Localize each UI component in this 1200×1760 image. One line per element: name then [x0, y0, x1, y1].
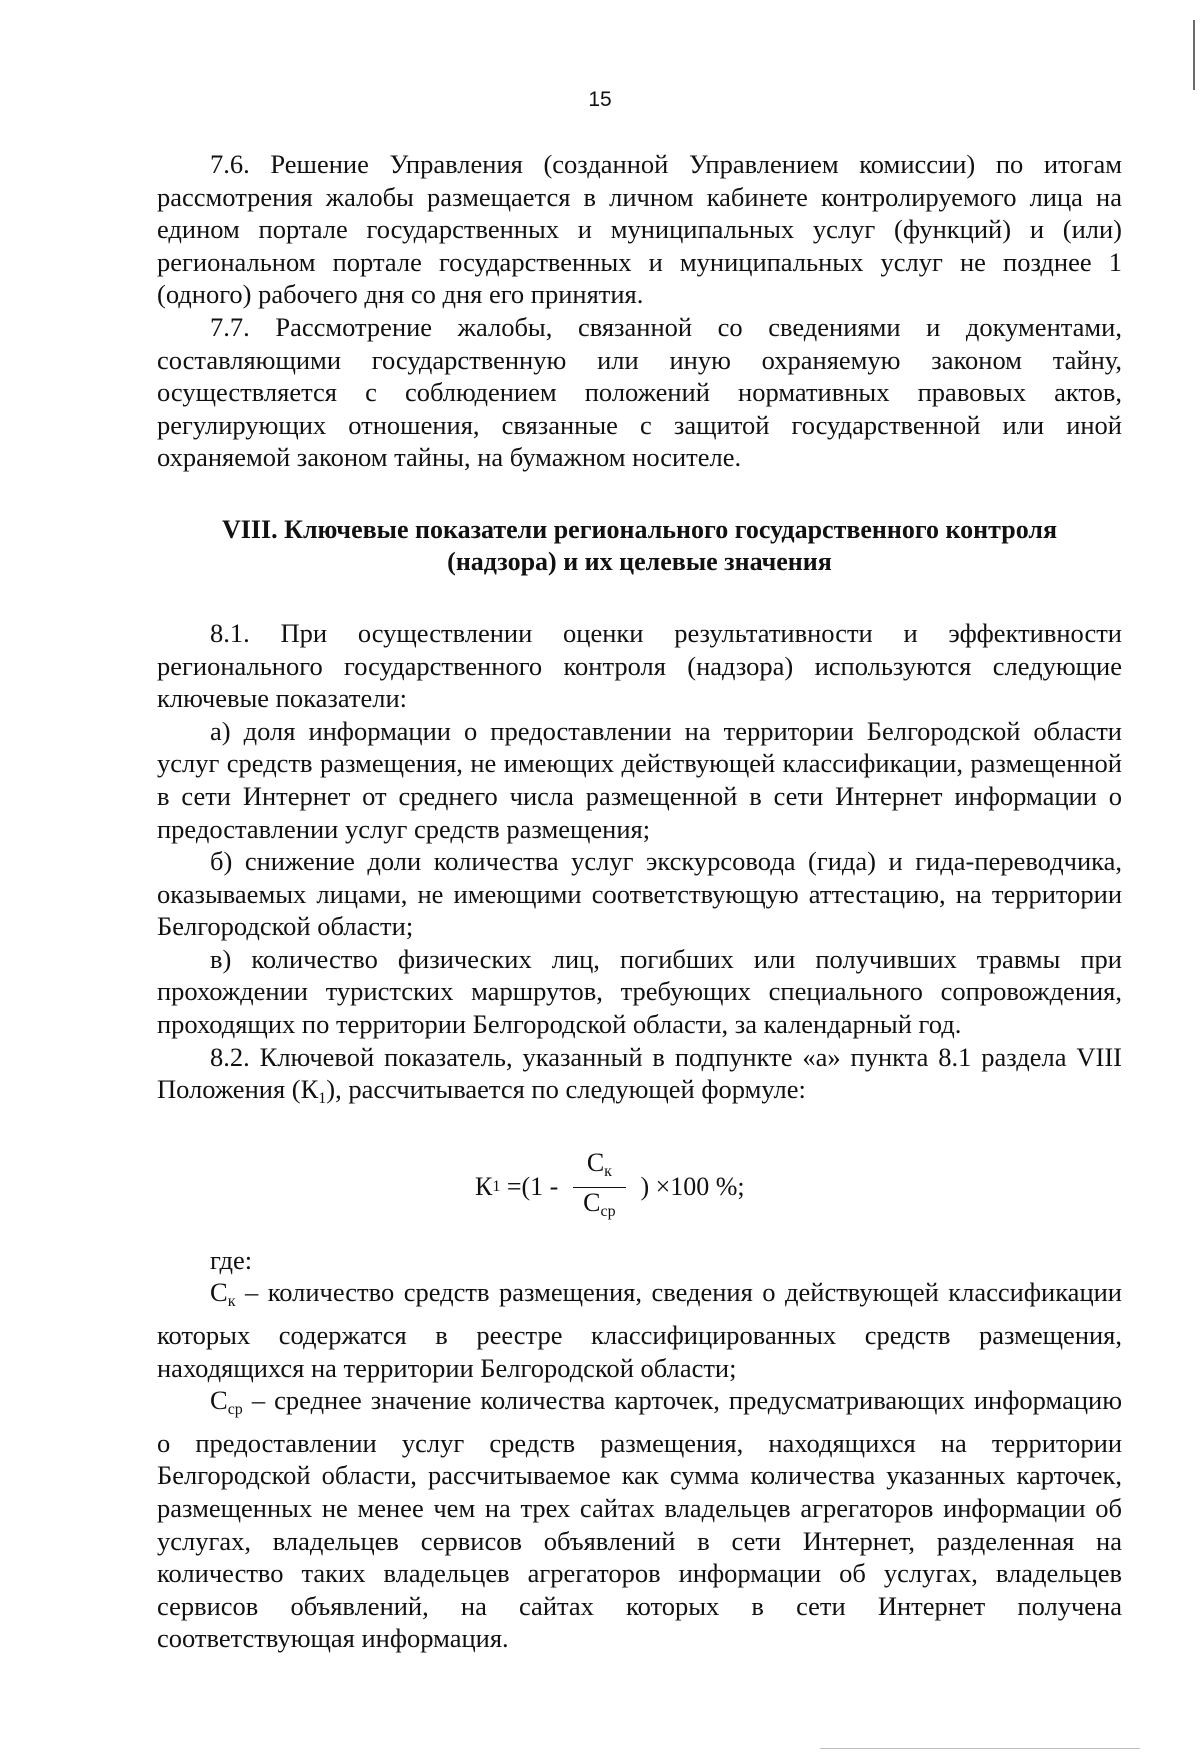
document-body [157, 148, 1122, 1655]
definition-ck [157, 1276, 1122, 1384]
numerator-sub: к [604, 1162, 612, 1180]
fraction-denominator [583, 1188, 615, 1225]
definition-ccp [157, 1384, 1122, 1655]
section-heading-line-2: (надзора) и их целевые значения [447, 546, 832, 576]
paragraph-8-1-v: в) количество физических лиц, погибших или получивших травмы при прохождении туристских маршрутов, требующих специального сопровождения, проходящих по территории Белгородской области, за календарный год. [157, 943, 1122, 1040]
scan-edge-artifact [1193, 20, 1195, 90]
paragraph-8-2 [157, 1041, 1122, 1116]
definition-ccp-text: – среднее значение количества карточек, предусматривающих информацию о предоставлении услуг средств размещения, находящихся на территории Белгородской области, рассчитываемое как сумма количества указанных карточек, размещенных не менее чем на трех сайтах владельцев агрегаторов информации об услугах, владельцев сервисов объявлений в сети Интернет, разделенная на количество таких владельцев агрегаторов информации об услугах, владельцев сервисов объявлений, на сайтах которых в сети Интернет получена соответствующая информация. [157, 1385, 1122, 1654]
formula-open: =(1 - [500, 1172, 565, 1202]
paragraph-8-1-a: а) доля информации о предоставлении на территории Белгородской области услуг средств размещения, не имеющих действующей классификации, размещенной в сети Интернет от среднего числа размещенной в сети Интернет информации о предоставлении услуг средств размещения; [157, 715, 1122, 844]
formula-fraction [573, 1147, 626, 1225]
fraction-numerator [573, 1147, 626, 1188]
paragraph-8-2-after: ), рассчитывается по следующей формуле: [326, 1074, 806, 1105]
formula-close: ) ×100 %; [633, 1172, 745, 1202]
definition-ccp-symbol: С [210, 1385, 228, 1416]
numerator-symbol: С [586, 1147, 605, 1177]
definition-ck-symbol: С [210, 1277, 228, 1308]
formula-lhs: К [475, 1172, 493, 1202]
denominator-symbol: С [583, 1187, 601, 1217]
section-heading-line-1: VIII. Ключевые показатели регионального государственного контроля [221, 514, 1058, 544]
formula-block [157, 1116, 1122, 1244]
formula-lhs-sub: 1 [492, 1178, 501, 1196]
paragraph-7-6: 7.6. Решение Управления (созданной Управлением комиссии) по итогам рассмотрения жалобы размещается в личном кабинете контролируемого лица на едином портале государственных и муниципальных услуг (функций) и (или) региональном портале государственных и муниципальных услуг не позднее 1 (одного) рабочего дня со дня его принятия. [157, 149, 1122, 310]
paragraph-8-1-b: б) снижение доли количества услуг экскурсовода (гида) и гида-переводчика, оказываемых лицами, не имеющими соответствующую аттестацию, на территории Белгородской области; [157, 846, 1122, 942]
paragraph-8-1: 8.1. При осуществлении оценки результативности и эффективности регионального государственного контроля (надзора) используются следующие ключевые показатели: [157, 617, 1122, 714]
formula-k1 [475, 1147, 745, 1225]
scan-bottom-artifact [820, 1748, 1140, 1749]
definition-ck-sub: к [227, 1293, 236, 1311]
section-heading [157, 514, 1122, 578]
definition-ccp-sub: ср [227, 1401, 243, 1419]
denominator-sub: ср [600, 1202, 616, 1220]
page-number: 15 [588, 88, 612, 111]
paragraph-8-2-sub: 1 [318, 1090, 327, 1108]
definition-ck-text: – количество средств размещения, сведения о действующей классификации которых содержатся в реестре классифицированных средств размещения, находящихся на территории Белгородской области; [157, 1277, 1122, 1383]
paragraph-7-7: 7.7. Рассмотрение жалобы, связанной со сведениями и документами, составляющими государственную или иную охраняемую законом тайну, осуществляется с соблюдением положений нормативных правовых актов, регулирующих отношения, связанные с защитой государственной или иной охраняемой законом тайны, на бумажном носителе. [157, 311, 1122, 473]
where-label: где: [210, 1244, 253, 1275]
paragraph-8-2-before: 8.2. Ключевой показатель, указанный в подпункте «а» пункта 8.1 раздела VIII Положения (К [157, 1041, 1122, 1105]
